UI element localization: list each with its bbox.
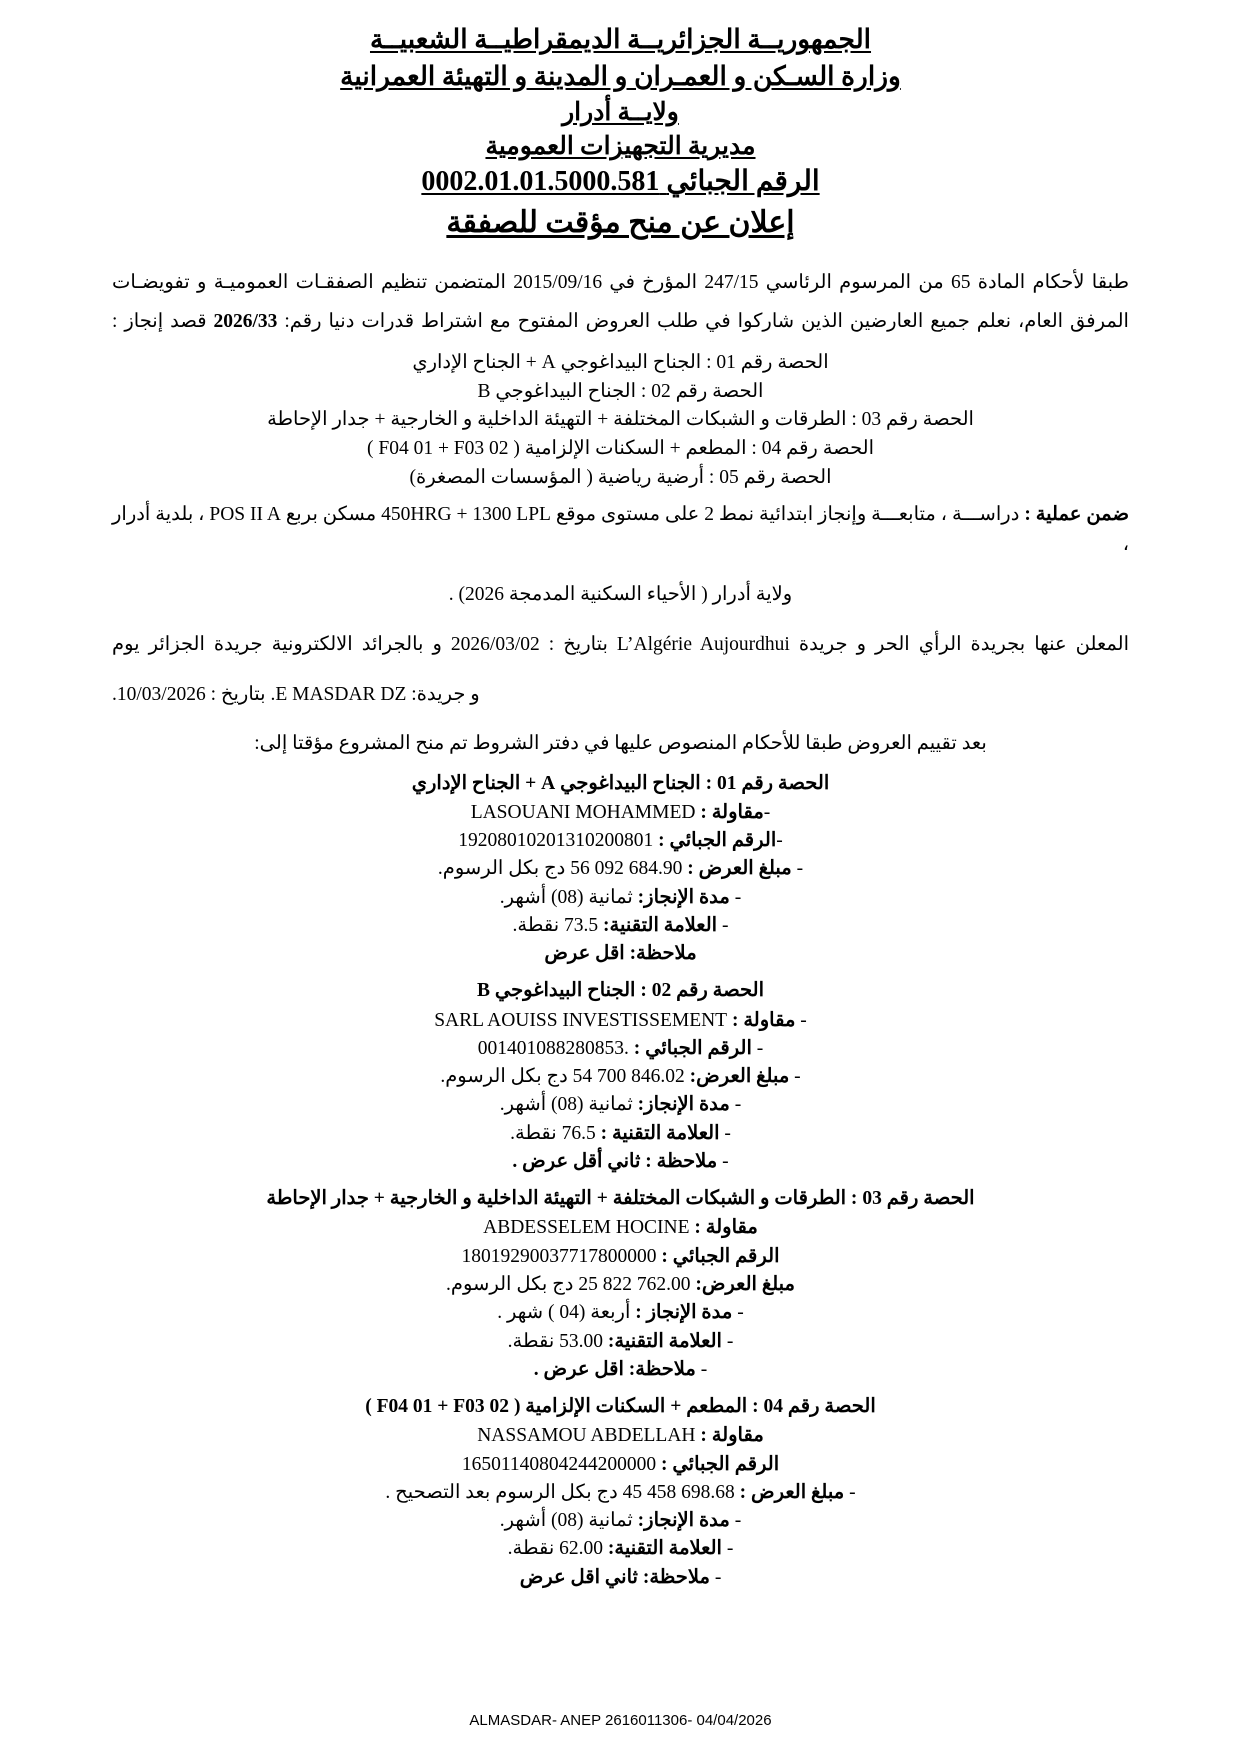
award-detail-list — [112, 1214, 1129, 1384]
amount-value: 25 822 762.00 — [578, 1274, 691, 1296]
amount-label: مبلغ العرض : — [739, 1481, 845, 1503]
tax-id-label: الرقم الجبائي : — [661, 1245, 780, 1267]
award-detail-list — [112, 799, 1129, 969]
score-value: 76.5 — [561, 1122, 596, 1144]
contractor-value: NASSAMOU ABDELLAH — [477, 1425, 696, 1447]
score-label: العلامة التقنية : — [600, 1122, 720, 1144]
bullet-dash: - — [734, 886, 742, 908]
note-label: ملاحظة : — [645, 1150, 718, 1172]
list-item: الحصة رقم 05 : أرضية رياضية ( المؤسسات المصغرة) — [409, 466, 832, 488]
bullet-dash: - — [763, 801, 771, 823]
award-score — [112, 1120, 1129, 1148]
list-item: الحصة رقم 01 : الجناح البيداغوجي A + الجناح الإداري — [412, 351, 829, 373]
score-value: 53.00 — [559, 1330, 604, 1352]
tax-id-value: 18019290037717800000 — [461, 1245, 657, 1267]
bullet-dash: - — [796, 858, 804, 880]
intro-paragraph-1: طبقا لأحكام المادة 65 من المرسوم الرئاسي 247/15 المؤرخ في 2015/09/16 المتضمن تنظيم الصفقـات العموميـة و تفويضـات — [112, 272, 1129, 294]
award-block-lot-03 — [112, 1184, 1129, 1384]
contractor-value: SARL AOUISS INVESTISSEMENT — [434, 1009, 728, 1031]
score-unit: نقطة. — [510, 1122, 557, 1144]
bullet-dash: - — [737, 1302, 744, 1324]
duration-value: ثمانية (08) أشهر. — [499, 1510, 633, 1532]
award-amount — [112, 855, 1129, 883]
lot-list — [112, 349, 1129, 492]
amount-value: 45 458 698.68 — [622, 1481, 735, 1503]
score-label: العلامة التقنية: — [607, 1538, 722, 1560]
intro-text-after: قصد إنجاز : — [112, 310, 214, 332]
award-amount — [112, 1063, 1129, 1091]
note-value: ثاني اقل عرض — [519, 1566, 638, 1588]
amount-currency: دج بكل الرسوم. — [440, 1066, 568, 1088]
header-directorate: مديرية التجهيزات العمومية — [485, 132, 756, 160]
publication-line-1: المعلن عنها بجريدة الرأي الحر و جريدة L’Algérie Aujourdhui بتاريخ : 2026/03/02 و بالجرائد الالكترونية جريدة الجزائر يوم — [112, 633, 1130, 655]
tax-id-value: 19208010201310200801 — [458, 830, 654, 852]
award-note — [112, 1356, 1129, 1384]
award-duration — [112, 1507, 1129, 1535]
award-score — [112, 1535, 1129, 1563]
amount-label: مبلغ العرض: — [689, 1066, 790, 1088]
award-tax-id — [112, 1035, 1129, 1063]
tax-id-label: الرقم الجبائي — [666, 165, 820, 197]
award-lot-title: الحصة رقم 01 : الجناح البيداغوجي A + الجناح الإداري — [411, 772, 830, 794]
bullet-dash: - — [800, 1009, 807, 1031]
award-duration — [112, 884, 1129, 912]
award-contractor — [112, 1422, 1129, 1450]
header-wilaya: ولايــة أدرار — [562, 98, 679, 126]
award-contractor — [112, 1007, 1129, 1035]
award-tax-id — [112, 1243, 1129, 1271]
duration-value: أربعة (04 ) شهر . — [497, 1302, 631, 1324]
score-unit: نقطة. — [512, 914, 560, 936]
header-ministry: وزارة السـكن و العمـران و المدينة و التهيئة العمرانية — [340, 60, 901, 91]
bullet-dash: - — [714, 1566, 722, 1588]
contractor-label: مقاولة : — [731, 1009, 796, 1031]
intro-paragraph-2 — [112, 307, 1129, 337]
tax-id-value: 16501140804244200000 — [461, 1453, 657, 1475]
amount-value: 54 700 846.02 — [572, 1066, 685, 1088]
award-detail-list — [112, 1422, 1129, 1592]
bullet-dash: - — [734, 1510, 742, 1532]
note-value: اقل عرض . — [533, 1358, 624, 1380]
award-note — [112, 1148, 1129, 1176]
list-item: الحصة رقم 03 : الطرقات و الشبكات المختلفة + التهيئة الداخلية و الخارجية + جدار الإحاطة — [267, 409, 974, 431]
award-amount — [112, 1479, 1129, 1507]
bullet-dash: - — [722, 1150, 729, 1172]
operation-text: دراســـة ، متابعـــة وإنجاز ابتدائية نمط 2 على مستوى موقع 450HRG + 1300 LPL مسكن بربع POS II A ، بلدية أدرار ، — [112, 504, 1129, 556]
header-tax-id-line — [112, 164, 1129, 201]
score-label: العلامة التقنية: — [603, 914, 718, 936]
tax-id-value: 001401088280853. — [477, 1037, 629, 1059]
operation-paragraph — [112, 500, 1129, 560]
tax-id-label: الرقم الجبائي : — [658, 830, 777, 852]
bullet-dash: - — [721, 914, 729, 936]
operation-paragraph-line2: ولاية أدرار ( الأحياء السكنية المدمجة 2026) . — [448, 584, 793, 606]
document-footer: ALMASDAR- ANEP 2616011306- 04/04/2026 — [469, 1712, 772, 1729]
bullet-dash: - — [776, 830, 783, 852]
evaluation-paragraph: بعد تقييم العروض طبقا للأحكام المنصوص عليها في دفتر الشروط تم منح المشروع مؤقتا إلى: — [254, 733, 987, 755]
amount-currency: دج بكل الرسوم بعد التصحيح . — [385, 1481, 618, 1503]
score-value: 73.5 — [564, 914, 599, 936]
score-label: العلامة التقنية: — [607, 1330, 722, 1352]
score-unit: نقطة. — [507, 1538, 555, 1560]
award-tax-id — [112, 1451, 1129, 1479]
tax-id-label: الرقم الجبائي : — [661, 1453, 780, 1475]
duration-value: ثمانية (08) أشهر. — [499, 886, 633, 908]
operation-label: ضمن عملية : — [1024, 504, 1129, 526]
award-score — [112, 1328, 1129, 1356]
award-tax-id — [112, 827, 1129, 855]
bullet-dash: - — [849, 1481, 856, 1503]
amount-value: 56 092 684.90 — [570, 858, 683, 880]
bullet-dash: - — [724, 1122, 731, 1144]
award-duration — [112, 1091, 1129, 1119]
award-block-lot-02 — [112, 976, 1129, 1176]
award-contractor — [112, 799, 1129, 827]
contractor-value: ABDESSELEM HOCINE — [483, 1217, 690, 1239]
bullet-dash: - — [734, 1094, 742, 1116]
note-value: ثاني أقل عرض . — [512, 1150, 641, 1172]
duration-label: مدة الإنجاز: — [637, 886, 730, 908]
contractor-label: مقاولة : — [694, 1217, 758, 1239]
publication-line-2: و جريدة: E MASDAR DZ. بتاريخ : 10/03/2026. — [112, 683, 480, 705]
duration-label: مدة الإنجاز : — [635, 1302, 733, 1324]
award-duration — [112, 1299, 1129, 1327]
award-note — [112, 1564, 1129, 1592]
score-unit: نقطة. — [507, 1330, 555, 1352]
award-lot-title: الحصة رقم 03 : الطرقات و الشبكات المختلفة + التهيئة الداخلية و الخارجية + جدار الإحاطة — [266, 1188, 975, 1210]
tax-id-value: 0002.01.01.5000.581 — [421, 165, 660, 197]
bullet-dash: - — [756, 1037, 764, 1059]
header-republic: الجمهوريــة الجزائريــة الديمقراطيــة الشعبيــة — [369, 24, 872, 54]
award-block-lot-04 — [112, 1392, 1129, 1592]
amount-label: مبلغ العرض : — [687, 858, 792, 880]
award-detail-list — [112, 1007, 1129, 1177]
contractor-value: LASOUANI MOHAMMED — [470, 801, 696, 823]
score-value: 62.00 — [559, 1538, 604, 1560]
bullet-dash: - — [700, 1358, 708, 1380]
contractor-label: مقاولة : — [700, 801, 764, 823]
award-amount — [112, 1271, 1129, 1299]
duration-value: ثمانية (08) أشهر. — [499, 1094, 633, 1116]
intro-text-before: المرفق العام، نعلم جميع العارضين الذين شاركوا في طلب العروض المفتوح مع اشتراط قدرات دنيا رقم: — [277, 310, 1129, 332]
bullet-dash: - — [726, 1538, 734, 1560]
award-block-lot-01 — [112, 769, 1129, 969]
amount-currency: دج بكل الرسوم. — [446, 1274, 574, 1296]
bullet-dash: - — [726, 1330, 734, 1352]
award-score — [112, 912, 1129, 940]
award-note — [112, 940, 1129, 968]
bullet-dash: - — [794, 1066, 801, 1088]
award-lot-title: الحصة رقم 02 : الجناح البيداغوجي B — [476, 980, 764, 1002]
tax-id-label: الرقم الجبائي : — [633, 1037, 752, 1059]
amount-label: مبلغ العرض: — [695, 1274, 795, 1296]
amount-currency: دج بكل الرسوم. — [437, 858, 566, 880]
contractor-label: مقاولة : — [700, 1425, 764, 1447]
tender-number: 2026/33 — [213, 310, 278, 332]
award-contractor — [112, 1214, 1129, 1242]
list-item: الحصة رقم 04 : المطعم + السكنات الإلزامية ( F04 01 + F03 02 ) — [366, 437, 875, 459]
document-title: إعلان عن منح مؤقت للصفقة — [446, 205, 795, 239]
duration-label: مدة الإنجاز: — [637, 1094, 730, 1116]
note-value: اقل عرض — [544, 943, 625, 965]
note-label: ملاحظة: — [628, 1358, 696, 1380]
list-item: الحصة رقم 02 : الجناح البيداغوجي B — [477, 380, 764, 402]
document-header — [112, 22, 1129, 242]
award-lot-title: الحصة رقم 04 : المطعم + السكنات الإلزامية ( F04 01 + F03 02 ) — [365, 1396, 876, 1418]
duration-label: مدة الإنجاز: — [637, 1510, 730, 1532]
note-label: ملاحظة: — [629, 943, 697, 965]
note-label: ملاحظة: — [642, 1566, 710, 1588]
